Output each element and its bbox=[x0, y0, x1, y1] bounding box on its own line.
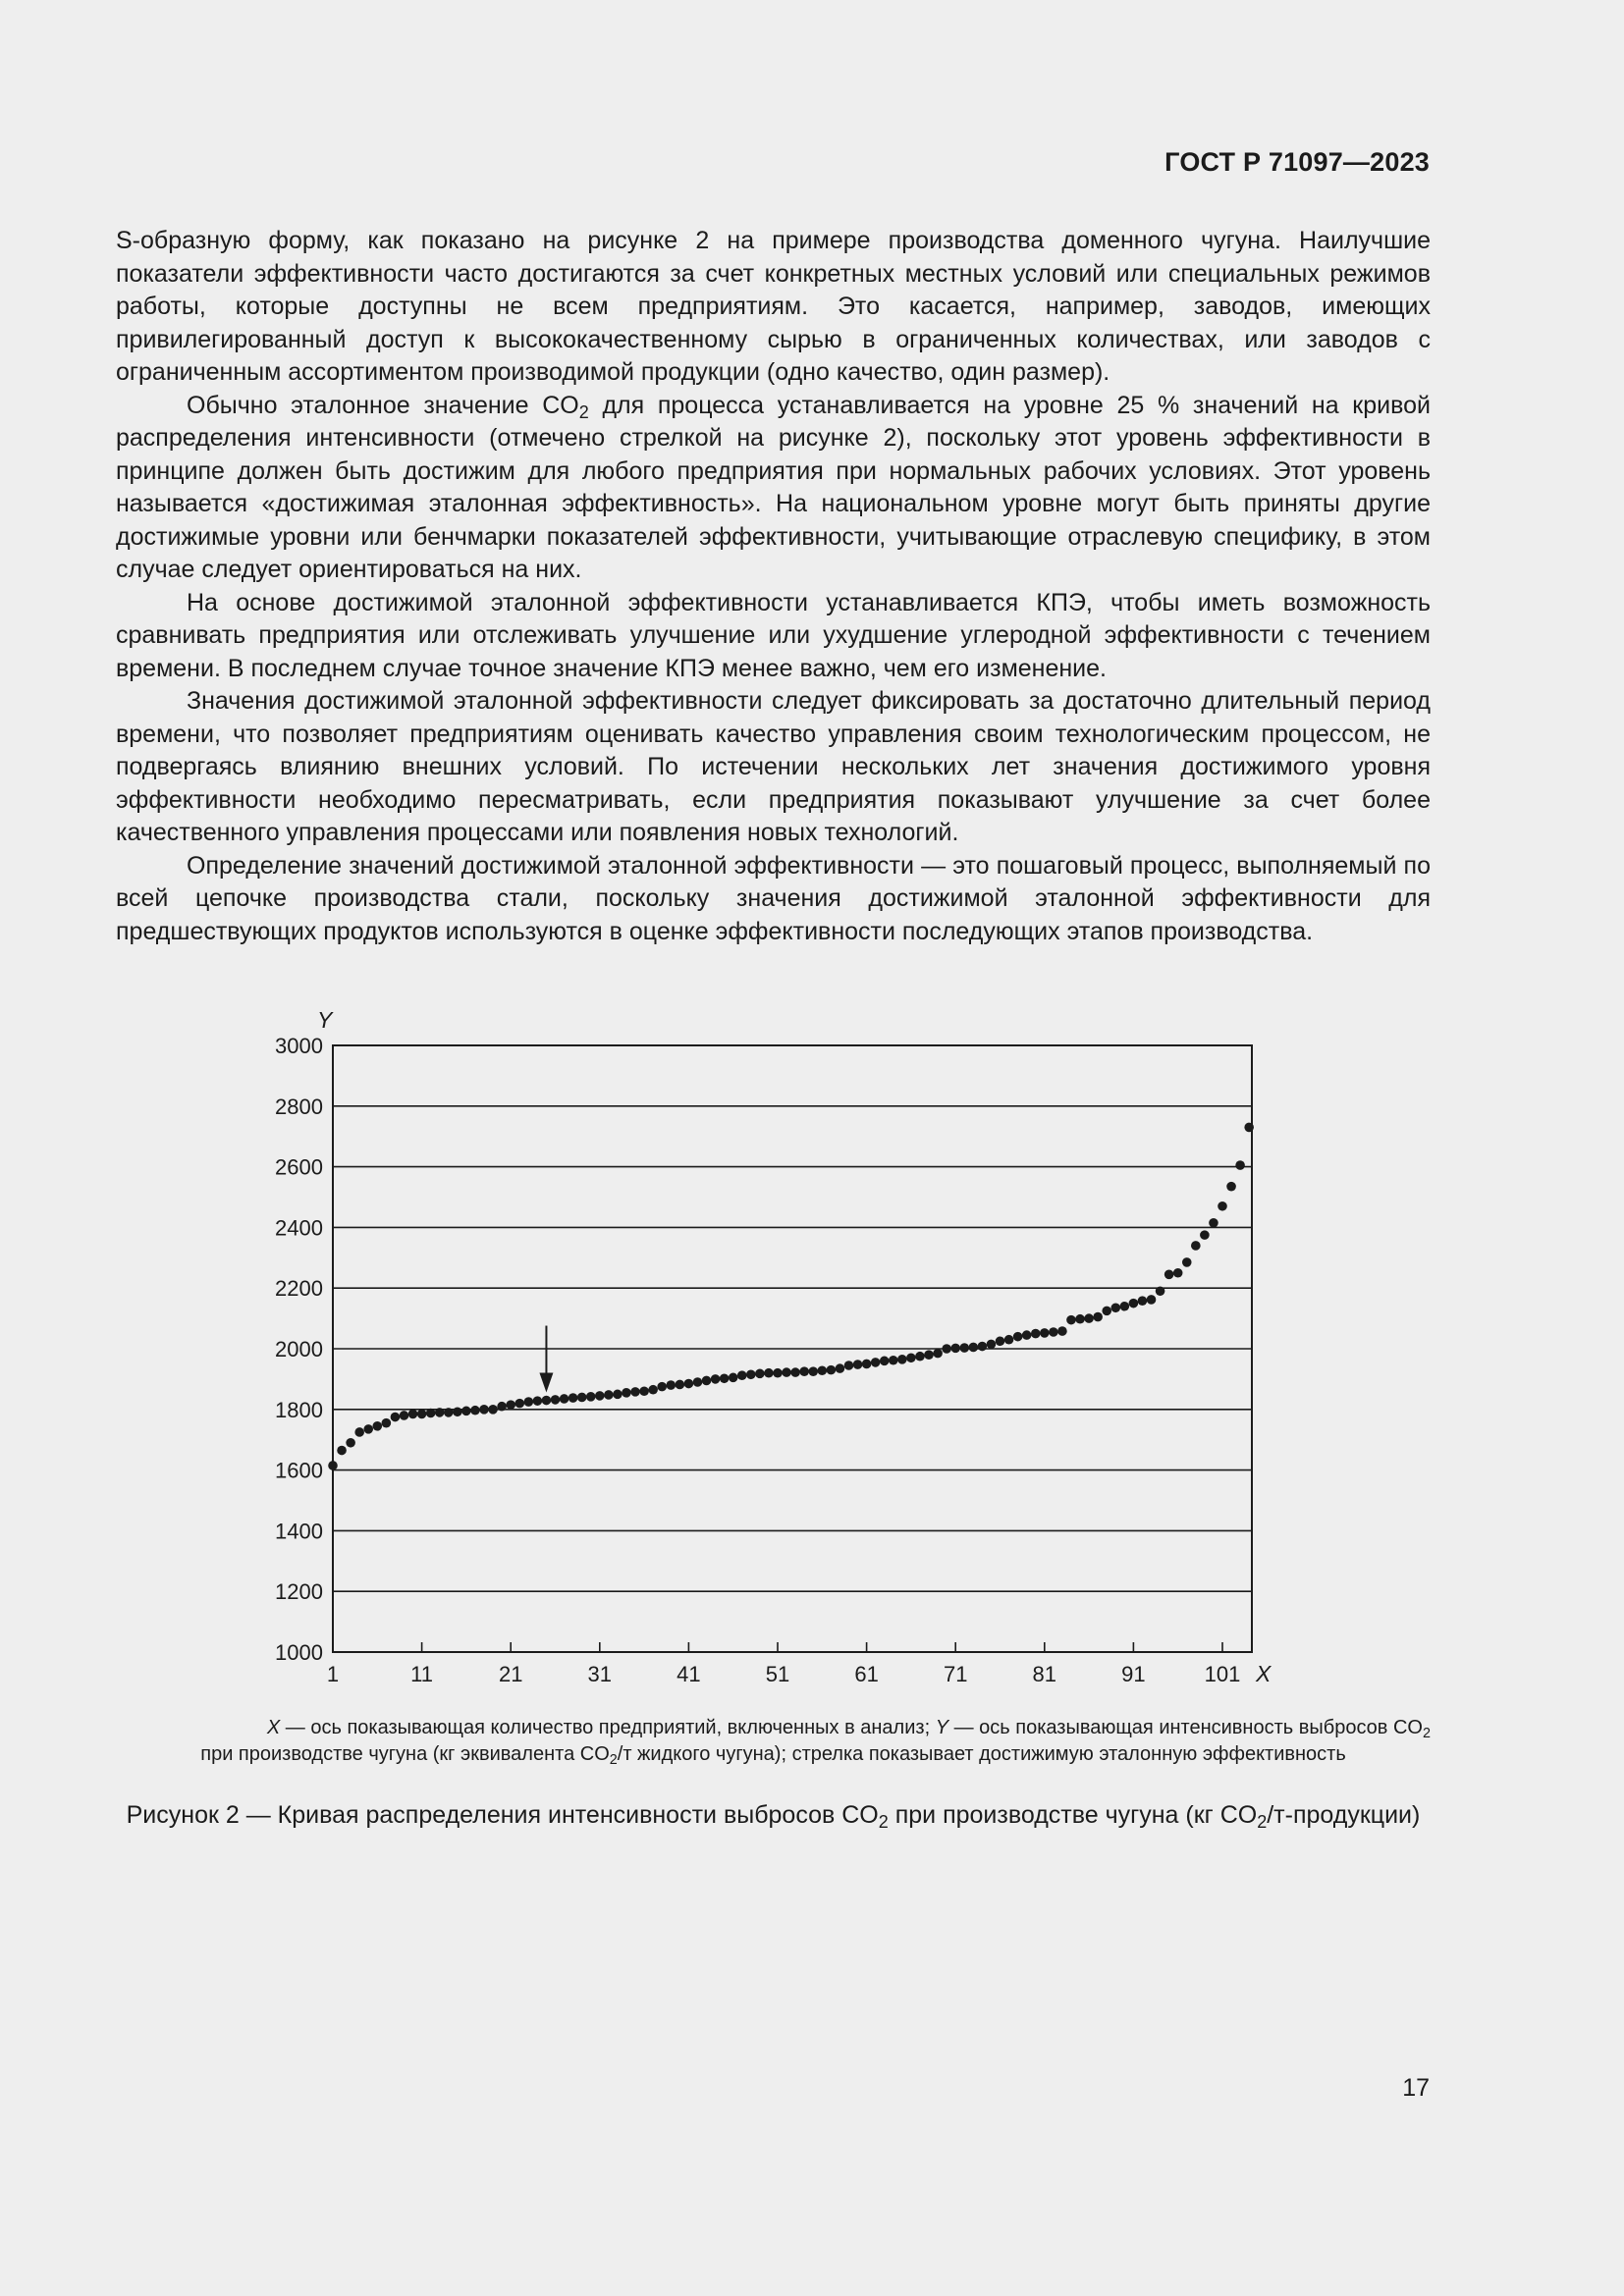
paragraph-5: Определение значений достижимой эталонной эффективности — это пошаговый процесс, выполняемый по всей цепочке производства стали, поскольку значения достижимой эталонной эффективности для предшествующих продуктов используются в оценке эффективности последующих этапов производства. bbox=[116, 851, 1431, 945]
x-axis-label: X bbox=[1256, 1661, 1272, 1686]
figure-legend bbox=[116, 1715, 1431, 1768]
data-point bbox=[720, 1373, 730, 1383]
data-point bbox=[470, 1406, 480, 1415]
data-point bbox=[506, 1400, 515, 1410]
paragraph-2 bbox=[116, 390, 1431, 587]
x-tick-label: 81 bbox=[1032, 1662, 1057, 1686]
x-tick-label: 91 bbox=[1121, 1662, 1146, 1686]
paragraph-2-part-b: для процесса устанавливается на уровне 25 % значений на кривой распределения интенсивности (отмечено стрелкой на рисунке 2), поскольку этот уровень эффективности в принципе должен быть достижим для любого предприятия при нормальных рабочих условиях. Этот уровень называется «достижимая эталонная эффективность». На национальном уровне могут быть приняты другие достижимые уровни или бенчмарки показателей эффективности, учитывающие отраслевую специфику, в этом случае следует ориентироваться на них. bbox=[116, 391, 1431, 583]
data-point bbox=[799, 1366, 809, 1376]
y-axis-label: Y bbox=[317, 1007, 333, 1033]
data-point bbox=[827, 1365, 837, 1375]
legend-part-2: — ось показывающая интенсивность выбросов CO bbox=[948, 1717, 1423, 1738]
x-tick-label: 1 bbox=[326, 1662, 340, 1686]
data-point bbox=[693, 1377, 703, 1387]
subscript: 2 bbox=[878, 1812, 889, 1833]
reference-arrow-head bbox=[539, 1373, 553, 1393]
y-tick-label: 1400 bbox=[275, 1519, 323, 1544]
data-point bbox=[889, 1356, 898, 1365]
data-point bbox=[871, 1358, 881, 1367]
body-text bbox=[116, 225, 1431, 948]
x-tick-label: 61 bbox=[854, 1662, 879, 1686]
data-point bbox=[1022, 1330, 1032, 1340]
data-point bbox=[524, 1397, 534, 1407]
data-point bbox=[435, 1408, 445, 1417]
caption-part-1: Рисунок 2 — Кривая распределения интенсивности выбросов CO bbox=[126, 1801, 879, 1829]
data-point bbox=[622, 1388, 631, 1398]
data-point bbox=[746, 1369, 756, 1379]
data-point bbox=[1147, 1295, 1157, 1305]
data-point bbox=[1200, 1230, 1210, 1240]
data-point bbox=[676, 1380, 685, 1390]
data-point bbox=[568, 1393, 578, 1403]
x-tick-label: 101 bbox=[1204, 1662, 1241, 1686]
y-tick-label: 2600 bbox=[275, 1154, 323, 1180]
data-point bbox=[942, 1344, 951, 1354]
data-point bbox=[996, 1336, 1005, 1346]
data-point bbox=[915, 1352, 925, 1362]
legend-part-4: /т жидкого чугуна); стрелка показывает достижимую эталонную эффективность bbox=[617, 1743, 1346, 1765]
data-point bbox=[755, 1369, 765, 1379]
data-point bbox=[542, 1396, 552, 1406]
subscript: 2 bbox=[609, 1752, 618, 1769]
data-point bbox=[969, 1343, 979, 1353]
data-point bbox=[586, 1392, 596, 1402]
data-point bbox=[382, 1418, 392, 1428]
data-point bbox=[1235, 1160, 1245, 1170]
data-point bbox=[1110, 1303, 1120, 1312]
data-point bbox=[737, 1370, 747, 1380]
data-point bbox=[400, 1411, 409, 1420]
y-tick-label: 1800 bbox=[275, 1397, 323, 1422]
data-point bbox=[488, 1405, 498, 1415]
y-tick-label: 3000 bbox=[275, 1034, 323, 1058]
data-point bbox=[648, 1385, 658, 1395]
y-tick-label: 1000 bbox=[275, 1640, 323, 1665]
data-point bbox=[595, 1391, 605, 1401]
data-point bbox=[328, 1461, 338, 1470]
data-point bbox=[1120, 1302, 1130, 1311]
data-point bbox=[1004, 1335, 1014, 1345]
data-point bbox=[1093, 1312, 1103, 1322]
x-tick-label: 11 bbox=[410, 1662, 434, 1686]
data-point bbox=[630, 1387, 640, 1397]
paragraph-4: Значения достижимой эталонной эффективности следует фиксировать за достаточно длительный период времени, что позволяет предприятиям оценивать качество управления своим технологическим процессом, не подвергаясь влиянию внешних условий. По истечении нескольких лет значения достижимого уровня эффективности необходимо пересматривать, если предприятия показывают улучшение за счет более качественного управления процессами или появления новых технологий. bbox=[116, 687, 1431, 846]
data-point bbox=[1164, 1269, 1174, 1279]
data-point bbox=[1102, 1307, 1111, 1316]
subscript: 2 bbox=[1257, 1812, 1268, 1833]
x-tick-label: 41 bbox=[677, 1662, 701, 1686]
data-point bbox=[959, 1343, 969, 1353]
legend-y-symbol: Y bbox=[935, 1717, 949, 1738]
subscript: 2 bbox=[578, 401, 589, 422]
data-point bbox=[426, 1409, 436, 1418]
chart-svg bbox=[0, 982, 1624, 1728]
data-point bbox=[897, 1355, 907, 1364]
data-point bbox=[1138, 1296, 1148, 1306]
data-point bbox=[346, 1438, 355, 1448]
data-point bbox=[906, 1353, 916, 1362]
data-point bbox=[711, 1374, 721, 1384]
y-tick-label: 2200 bbox=[275, 1276, 323, 1302]
data-point bbox=[639, 1386, 649, 1396]
data-point bbox=[808, 1366, 818, 1376]
data-point bbox=[1057, 1326, 1067, 1336]
data-point bbox=[1066, 1315, 1076, 1325]
paragraph-1: S-образную форму, как показано на рисунке 2 на примере производства доменного чугуна. Наилучшие показатели эффективности часто достигаются за счет конкретных местных условий или специальных режимов работы, которые доступны не всем предприятиям. Это касается, например, заводов, имеющих привилегированный доступ к высококачественному сырью в ограниченных количествах, или заводов с ограниченным ассортиментом производимой продукции (одно качество, один размер). bbox=[116, 227, 1431, 386]
data-point bbox=[453, 1407, 462, 1416]
caption-part-2: при производстве чугуна (кг CO bbox=[888, 1801, 1258, 1829]
caption-part-3: /т-продукции) bbox=[1267, 1801, 1421, 1829]
data-point bbox=[880, 1357, 890, 1366]
data-point bbox=[533, 1396, 543, 1406]
data-point bbox=[729, 1373, 738, 1383]
data-point bbox=[1226, 1182, 1236, 1192]
data-point bbox=[1218, 1201, 1227, 1211]
y-tick-label: 2400 bbox=[275, 1215, 323, 1241]
data-point bbox=[1209, 1218, 1218, 1228]
page-number: 17 bbox=[1402, 2074, 1430, 2102]
x-tick-label: 51 bbox=[765, 1662, 790, 1686]
paragraph-3: На основе достижимой эталонной эффективности устанавливается КПЭ, чтобы иметь возможность сравнивать предприятия или отслеживать улучшение или ухудшение углеродной эффективности с течением времени. В последнем случае точное значение КПЭ менее важно, чем его изменение. bbox=[116, 588, 1431, 682]
legend-line-1 bbox=[116, 1715, 1431, 1741]
data-point bbox=[551, 1395, 561, 1405]
x-tick-label: 21 bbox=[498, 1662, 523, 1686]
legend-x-symbol: X bbox=[266, 1717, 281, 1738]
data-point bbox=[497, 1402, 507, 1412]
legend-line-2 bbox=[116, 1741, 1431, 1768]
data-point bbox=[1244, 1123, 1254, 1133]
x-tick-label: 31 bbox=[587, 1662, 613, 1686]
data-point bbox=[1013, 1332, 1023, 1342]
data-point bbox=[666, 1380, 676, 1390]
paragraph-2-part-a: Обычно эталонное значение CO bbox=[187, 391, 579, 419]
data-point bbox=[987, 1340, 997, 1350]
data-point bbox=[408, 1410, 418, 1419]
data-point bbox=[836, 1363, 845, 1373]
data-point bbox=[684, 1379, 694, 1389]
subscript: 2 bbox=[1422, 1726, 1431, 1742]
data-point bbox=[560, 1394, 569, 1404]
data-point bbox=[657, 1382, 667, 1392]
x-tick-label: 71 bbox=[943, 1662, 968, 1686]
data-point bbox=[862, 1360, 872, 1369]
data-point bbox=[818, 1365, 828, 1375]
data-point bbox=[1075, 1314, 1085, 1324]
data-point bbox=[1031, 1329, 1041, 1339]
data-point bbox=[514, 1399, 524, 1409]
data-point bbox=[933, 1349, 943, 1359]
data-point bbox=[391, 1413, 401, 1422]
y-tick-label: 1600 bbox=[275, 1458, 323, 1483]
data-point bbox=[444, 1408, 454, 1417]
data-point bbox=[844, 1361, 854, 1370]
data-point bbox=[479, 1405, 489, 1415]
data-point bbox=[782, 1367, 791, 1377]
y-tick-label: 2800 bbox=[275, 1094, 323, 1119]
data-point bbox=[950, 1344, 960, 1354]
data-point bbox=[1084, 1313, 1094, 1323]
data-point bbox=[417, 1410, 427, 1419]
data-point bbox=[773, 1368, 783, 1378]
data-point bbox=[577, 1393, 587, 1403]
data-point bbox=[978, 1342, 988, 1352]
legend-part-3: при производстве чугуна (кг эквивалента CO bbox=[200, 1743, 610, 1765]
data-point bbox=[337, 1446, 347, 1456]
data-point bbox=[764, 1368, 774, 1378]
figure-caption bbox=[116, 1801, 1431, 1833]
data-point bbox=[1129, 1299, 1139, 1308]
legend-part-1: — ось показывающая количество предприятий, включенных в анализ; bbox=[280, 1717, 936, 1738]
data-point bbox=[1049, 1327, 1058, 1337]
data-point bbox=[1182, 1257, 1192, 1267]
data-point bbox=[604, 1390, 614, 1400]
data-point bbox=[924, 1350, 934, 1360]
data-point bbox=[461, 1407, 471, 1416]
data-point bbox=[363, 1424, 373, 1434]
data-point bbox=[373, 1421, 383, 1431]
data-point bbox=[613, 1390, 623, 1400]
figure-2-chart bbox=[0, 982, 1624, 1728]
data-point bbox=[790, 1367, 800, 1377]
data-point bbox=[1191, 1241, 1201, 1251]
data-point bbox=[853, 1360, 863, 1369]
data-point bbox=[1156, 1286, 1165, 1296]
data-point bbox=[1173, 1268, 1183, 1278]
data-point bbox=[702, 1376, 712, 1386]
data-point bbox=[1040, 1328, 1050, 1338]
document-id: ГОСТ Р 71097—2023 bbox=[1164, 147, 1430, 177]
data-point bbox=[354, 1427, 364, 1437]
y-tick-label: 2000 bbox=[275, 1337, 323, 1362]
y-tick-label: 1200 bbox=[275, 1579, 323, 1605]
